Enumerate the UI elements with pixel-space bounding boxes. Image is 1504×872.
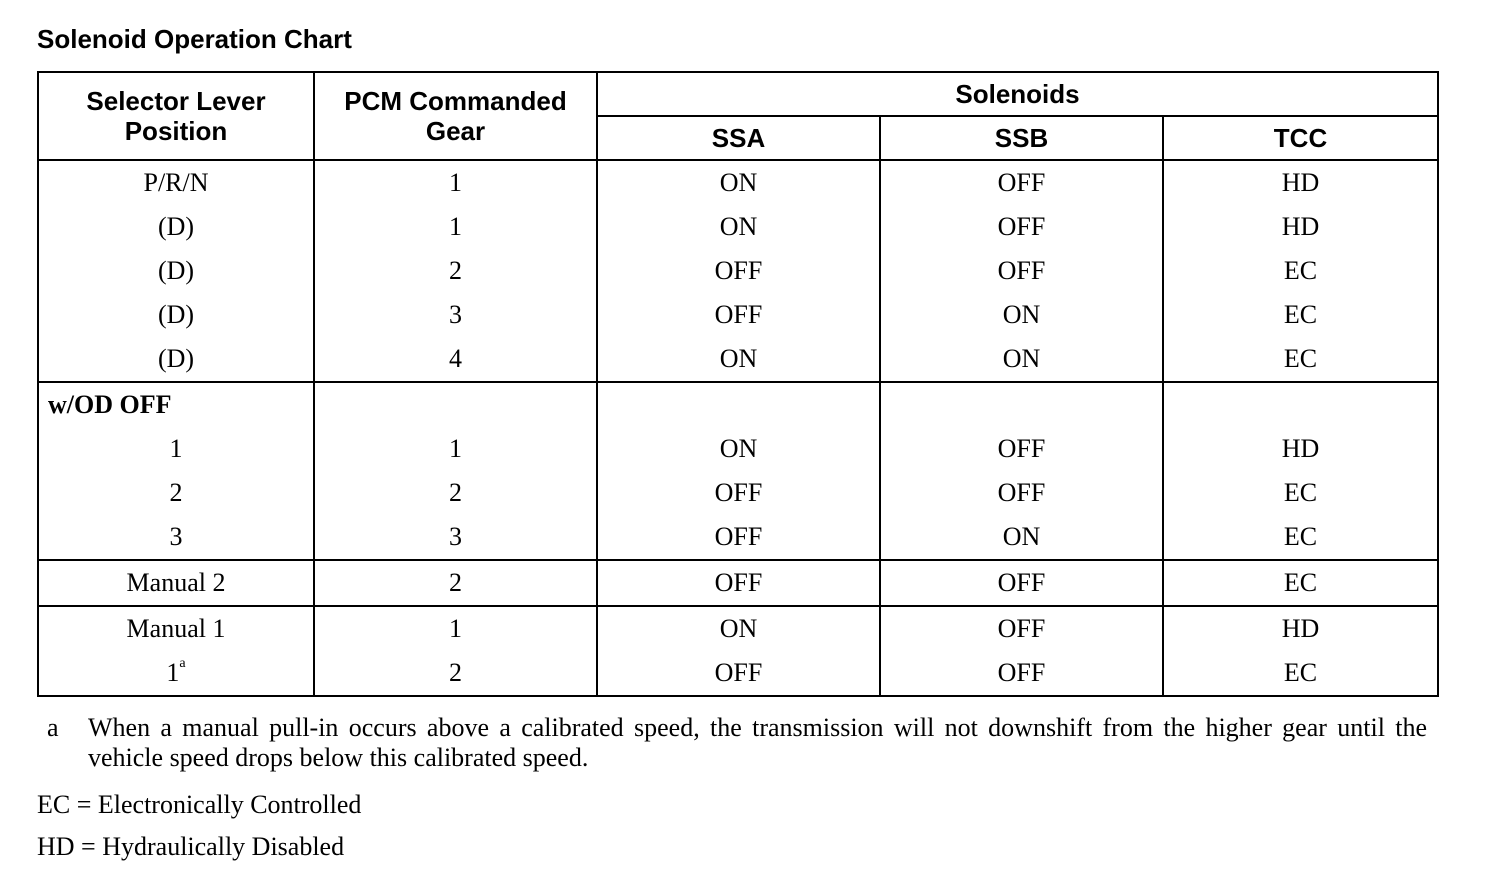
cell-tcc: HD bbox=[1163, 606, 1438, 651]
cell-ssb: ON bbox=[880, 515, 1163, 560]
cell-tcc: HD bbox=[1163, 160, 1438, 205]
table-row bbox=[38, 651, 1438, 696]
footnote-marker: a bbox=[179, 656, 186, 671]
header-ssa: SSA bbox=[597, 116, 880, 160]
solenoid-operation-table bbox=[37, 71, 1439, 697]
cell-ssa: OFF bbox=[597, 249, 880, 293]
cell-ssb: ON bbox=[880, 293, 1163, 337]
cell-ssa: ON bbox=[597, 160, 880, 205]
cell-commanded-gear: 3 bbox=[314, 293, 597, 337]
table-row bbox=[38, 205, 1438, 249]
header-pcm-commanded-gear: PCM Commanded Gear bbox=[314, 72, 597, 160]
footnote-text: When a manual pull-in occurs above a calibrated speed, the transmission will not downshift from the higher gear until the vehicle speed drops below this calibrated speed. bbox=[88, 713, 1427, 772]
cell-commanded-gear: 4 bbox=[314, 337, 597, 382]
cell-ssb: OFF bbox=[880, 160, 1163, 205]
cell-selector-position: 2 bbox=[38, 471, 314, 515]
cell-tcc: EC bbox=[1163, 337, 1438, 382]
cell-ssa: ON bbox=[597, 337, 880, 382]
legend-ec: EC = Electronically Controlled bbox=[37, 790, 362, 819]
header-ssb: SSB bbox=[880, 116, 1163, 160]
cell-commanded-gear: 1 bbox=[314, 205, 597, 249]
table-row bbox=[38, 337, 1438, 382]
header-solenoids: Solenoids bbox=[597, 72, 1438, 116]
cell-selector-position: (D) bbox=[38, 205, 314, 249]
cell-tcc: EC bbox=[1163, 651, 1438, 696]
footnote-mark: a bbox=[47, 713, 59, 742]
cell-ssa: ON bbox=[597, 427, 880, 471]
table-row bbox=[38, 606, 1438, 651]
cell-ssa: OFF bbox=[597, 471, 880, 515]
table-row bbox=[38, 249, 1438, 293]
header-selector-lever-position: Selector Lever Position bbox=[38, 72, 314, 160]
cell-tcc: EC bbox=[1163, 471, 1438, 515]
cell-selector-position bbox=[38, 651, 314, 696]
cell-commanded-gear: 1 bbox=[314, 160, 597, 205]
cell-ssb: OFF bbox=[880, 205, 1163, 249]
cell-ssb: OFF bbox=[880, 606, 1163, 651]
cell-commanded-gear: 2 bbox=[314, 560, 597, 606]
table-row bbox=[38, 560, 1438, 606]
cell-ssb: OFF bbox=[880, 560, 1163, 606]
cell-ssa: ON bbox=[597, 205, 880, 249]
cell-tcc: HD bbox=[1163, 205, 1438, 249]
table-row-group-header bbox=[38, 382, 1438, 427]
cell-ssa: ON bbox=[597, 606, 880, 651]
cell-selector-position: Manual 2 bbox=[38, 560, 314, 606]
cell-ssb: OFF bbox=[880, 427, 1163, 471]
cell-ssa: OFF bbox=[597, 560, 880, 606]
table-row bbox=[38, 515, 1438, 560]
cell-tcc: EC bbox=[1163, 249, 1438, 293]
cell-tcc: EC bbox=[1163, 560, 1438, 606]
chart-title: Solenoid Operation Chart bbox=[37, 24, 352, 54]
cell-selector-position: 1 bbox=[38, 427, 314, 471]
cell-ssb: ON bbox=[880, 337, 1163, 382]
cell-commanded-gear: 1 bbox=[314, 606, 597, 651]
cell-selector-position: (D) bbox=[38, 337, 314, 382]
cell-tcc: EC bbox=[1163, 293, 1438, 337]
cell-commanded-gear: 2 bbox=[314, 249, 597, 293]
legend-hd: HD = Hydraulically Disabled bbox=[37, 832, 345, 861]
cell-selector-position: Manual 1 bbox=[38, 606, 314, 651]
cell-ssb: OFF bbox=[880, 651, 1163, 696]
cell-ssb: OFF bbox=[880, 471, 1163, 515]
table-row bbox=[38, 160, 1438, 205]
cell-tcc: EC bbox=[1163, 515, 1438, 560]
cell-commanded-gear: 2 bbox=[314, 471, 597, 515]
table-row bbox=[38, 471, 1438, 515]
group-label-od-off: w/OD OFF bbox=[38, 382, 314, 427]
cell-selector-position: P/R/N bbox=[38, 160, 314, 205]
cell-commanded-gear: 2 bbox=[314, 651, 597, 696]
cell-selector-position: (D) bbox=[38, 293, 314, 337]
cell-commanded-gear: 1 bbox=[314, 427, 597, 471]
cell-selector-position: 3 bbox=[38, 515, 314, 560]
cell-commanded-gear: 3 bbox=[314, 515, 597, 560]
cell-selector-position: (D) bbox=[38, 249, 314, 293]
cell-ssa: OFF bbox=[597, 651, 880, 696]
table-row bbox=[38, 427, 1438, 471]
footnote bbox=[47, 713, 1427, 773]
cell-ssa: OFF bbox=[597, 293, 880, 337]
header-tcc: TCC bbox=[1163, 116, 1438, 160]
selector-position-text: 1 bbox=[166, 658, 180, 687]
cell-ssb: OFF bbox=[880, 249, 1163, 293]
cell-ssa: OFF bbox=[597, 515, 880, 560]
table-row bbox=[38, 293, 1438, 337]
cell-tcc: HD bbox=[1163, 427, 1438, 471]
